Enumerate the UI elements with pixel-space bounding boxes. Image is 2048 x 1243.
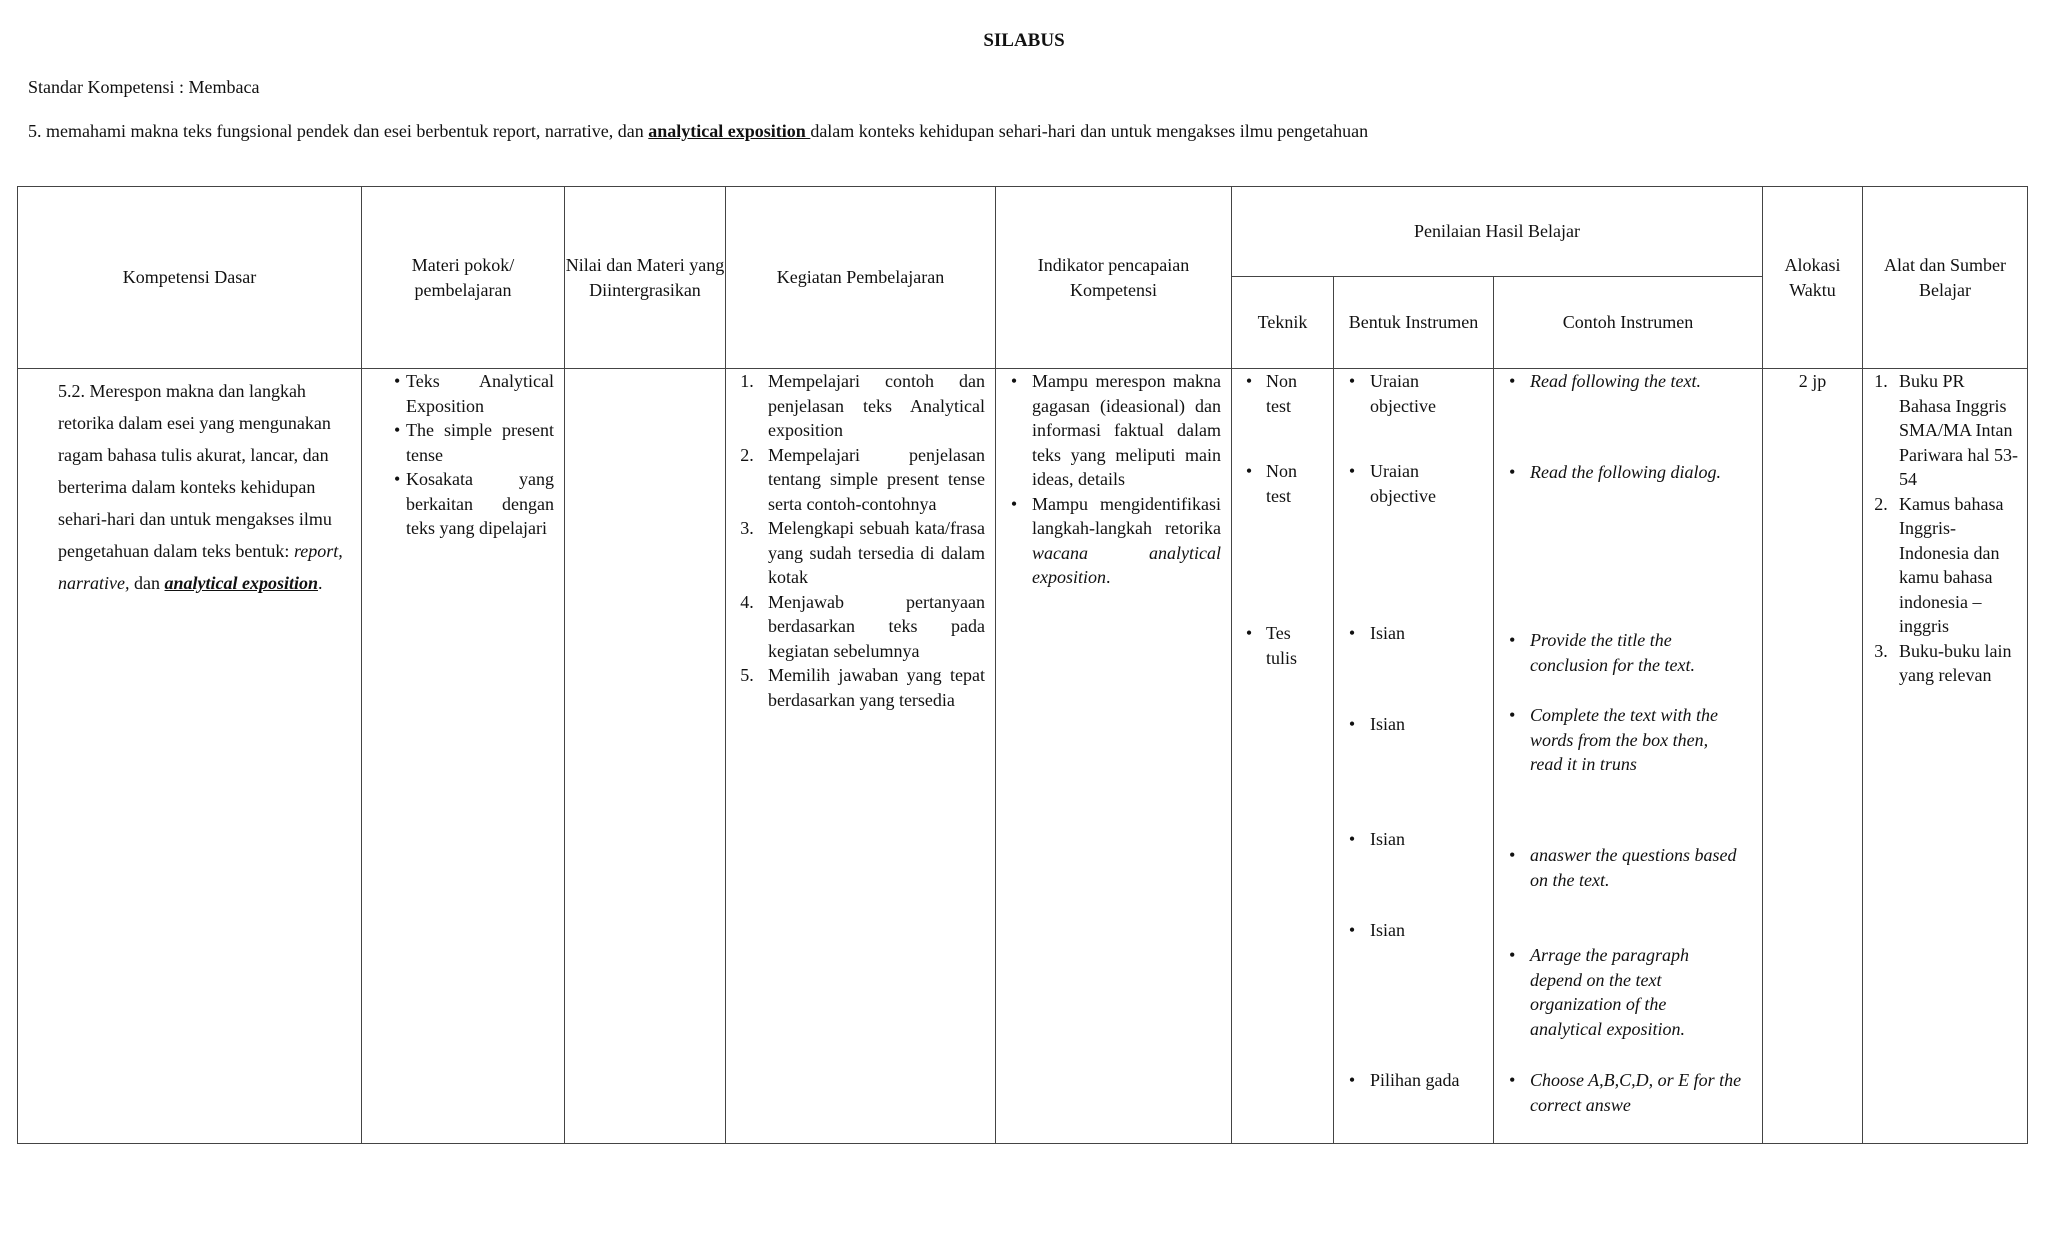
kegiatan-text: Melengkapi sebuah kata/frasa yang sudah tersedia di dalam kotak bbox=[768, 518, 985, 587]
bentuk-item: • Isian bbox=[1334, 827, 1493, 852]
contoh-text: Arrage the paragraph depend on the text organization of the analytical exposition. bbox=[1530, 945, 1689, 1039]
bentuk-text: Uraian objective bbox=[1370, 461, 1436, 506]
kegiatan-item bbox=[726, 443, 985, 517]
kegiatan-item bbox=[726, 516, 985, 590]
competency-post: dalam konteks kehidupan sehari-hari dan untuk mengakses ilmu pengetahuan bbox=[810, 121, 1369, 141]
bentuk-item: • Isian bbox=[1334, 621, 1493, 646]
kegiatan-text: Memilih jawaban yang tepat berdasarkan yang tersedia bbox=[768, 665, 985, 710]
syllabus-table bbox=[17, 186, 2028, 1144]
kegiatan-num: 2. bbox=[740, 444, 754, 465]
bentuk-item: • Uraian objective bbox=[1334, 459, 1493, 508]
indikator-item: • Mampu mengidentifikasi langkah-langkah retorika wacana analytical exposition. bbox=[996, 492, 1221, 590]
alat-text: Buku PR Bahasa Inggris SMA/MA Intan Pariwara hal 53-54 bbox=[1899, 371, 2018, 489]
alat-text: Kamus bahasa Inggris-Indonesia dan kamu bahasa indonesia – inggris bbox=[1899, 493, 2004, 636]
bentuk-text: Isian bbox=[1370, 829, 1405, 849]
col-kegiatan-header: Kegiatan Pembelajaran bbox=[726, 187, 996, 369]
alat-text: Buku-buku lain yang relevan bbox=[1899, 640, 2012, 685]
kompetensi-bold: analytical exposition bbox=[164, 573, 319, 593]
standar-kompetensi: Standar Kompetensi : Membaca bbox=[28, 77, 260, 97]
contoh-item: • Choose A,B,C,D, or E for the correct answe bbox=[1494, 1068, 1762, 1117]
competency-statement bbox=[28, 121, 1368, 142]
page-title: SILABUS bbox=[983, 30, 1065, 51]
kegiatan-text: Menjawab pertanyaan berdasarkan teks pada kegiatan sebelumnya bbox=[768, 591, 985, 661]
materi-item: • Kosakata yang berkaitan dengan teks yang dipelajari bbox=[406, 467, 554, 541]
kegiatan-item bbox=[726, 369, 985, 443]
bentuk-text: Uraian objective bbox=[1370, 371, 1436, 416]
col-alat-header: Alat dan Sumber Belajar bbox=[1863, 187, 2028, 369]
nilai-cell bbox=[565, 369, 726, 1144]
contoh-text: Complete the text with the words from the box then, read it in truns bbox=[1530, 705, 1718, 774]
indikator-2-pre: Mampu mengidentifikasi langkah-langkah retorika bbox=[1032, 493, 1221, 538]
contoh-item: • anaswer the questions based on the text. bbox=[1494, 843, 1762, 892]
bentuk-text: Isian bbox=[1370, 714, 1405, 734]
col-contoh-header: Contoh Instrumen bbox=[1494, 277, 1763, 369]
kegiatan-item bbox=[726, 590, 985, 664]
kegiatan-item bbox=[726, 663, 985, 712]
competency-bold: analytical exposition bbox=[648, 121, 811, 141]
col-alokasi-header: Alokasi Waktu bbox=[1763, 187, 1863, 369]
kegiatan-text: Mempelajari penjelasan tentang simple present tense serta contoh-contohnya bbox=[768, 444, 985, 514]
materi-item: • The simple present tense bbox=[406, 418, 554, 467]
contoh-item: • Complete the text with the words from the box then, read it in truns bbox=[1494, 703, 1762, 777]
alat-num: 2. bbox=[1874, 493, 1888, 514]
bentuk-item: • Uraian objective bbox=[1334, 369, 1493, 418]
contoh-text: Read following the text. bbox=[1530, 371, 1701, 391]
kompetensi-end: . bbox=[318, 573, 323, 593]
bentuk-item: • Pilihan gada bbox=[1334, 1068, 1493, 1093]
contoh-item: • Provide the title the conclusion for the text. bbox=[1494, 628, 1762, 677]
indikator-text: Mampu merespon makna gagasan (ideasional) dan informasi faktual dalam teks yang meliputi main ideas, details bbox=[1032, 371, 1221, 489]
contoh-text: anaswer the questions based on the text. bbox=[1530, 845, 1737, 890]
contoh-cell bbox=[1494, 369, 1763, 1144]
teknik-item: • Tes tulis bbox=[1232, 621, 1333, 670]
indikator-2-italic: wacana analytical exposition bbox=[1032, 542, 1221, 587]
contoh-text: Choose A,B,C,D, or E for the correct answe bbox=[1530, 1070, 1742, 1115]
contoh-text: Read the following dialog. bbox=[1530, 462, 1721, 482]
bentuk-item: • Isian bbox=[1334, 712, 1493, 737]
kegiatan-text: Mempelajari contoh dan penjelasan teks Analytical exposition bbox=[768, 371, 985, 440]
teknik-cell bbox=[1232, 369, 1334, 1144]
col-penilaian-header: Penilaian Hasil Belajar bbox=[1232, 187, 1763, 277]
contoh-item: • Read following the text. bbox=[1494, 369, 1762, 394]
kompetensi-dasar-cell bbox=[18, 369, 362, 1144]
bentuk-text: Isian bbox=[1370, 623, 1405, 643]
kegiatan-num: 4. bbox=[740, 591, 754, 612]
teknik-item: • Non test bbox=[1232, 459, 1333, 508]
alat-cell bbox=[1863, 369, 2028, 1144]
indikator-item: • Mampu merespon makna gagasan (ideasional) dan informasi faktual dalam teks yang meliputi main ideas, details bbox=[996, 369, 1221, 492]
alokasi-cell: 2 jp bbox=[1763, 369, 1863, 1144]
kegiatan-num: 5. bbox=[740, 665, 754, 685]
teknik-text: Non test bbox=[1266, 461, 1297, 506]
alat-num: 1. bbox=[1874, 371, 1888, 391]
kegiatan-num: 3. bbox=[740, 518, 754, 538]
contoh-item: • Arrage the paragraph depend on the text organization of the analytical exposition. bbox=[1494, 943, 1762, 1041]
materi-cell bbox=[362, 369, 565, 1144]
kompetensi-text: 5.2. Merespon makna dan langkah retorika dalam esei yang mengunakan ragam bahasa tulis akurat, lancar, dan berterima dalam konteks kehidupan sehari-hari dan untuk mengakses ilmu pengetahuan dalam teks bentuk: bbox=[58, 381, 332, 561]
indikator-2-end: . bbox=[1106, 567, 1111, 587]
col-nilai-header: Nilai dan Materi yang Diintergrasikan bbox=[565, 187, 726, 369]
indikator-text bbox=[1032, 492, 1221, 590]
teknik-item: • Non test bbox=[1232, 369, 1333, 418]
competency-pre: 5. memahami makna teks fungsional pendek dan esei berbentuk report, narrative, dan bbox=[28, 121, 649, 141]
kompetensi-italic: report, narrative, bbox=[58, 541, 343, 593]
alat-num: 3. bbox=[1874, 640, 1888, 661]
indikator-cell bbox=[996, 369, 1232, 1144]
col-materi-header: Materi pokok/ pembelajaran bbox=[362, 187, 565, 369]
contoh-item: • Read the following dialog. bbox=[1494, 460, 1762, 485]
col-kompetensi-header: Kompetensi Dasar bbox=[18, 187, 362, 369]
kegiatan-num: 1. bbox=[740, 371, 754, 391]
col-bentuk-header: Bentuk Instrumen bbox=[1334, 277, 1494, 369]
bentuk-text: Pilihan gada bbox=[1370, 1070, 1460, 1090]
col-teknik-header: Teknik bbox=[1232, 277, 1334, 369]
contoh-text: Provide the title the conclusion for the text. bbox=[1530, 630, 1695, 675]
materi-item: • Teks Analytical Exposition bbox=[406, 369, 554, 418]
kompetensi-and: dan bbox=[129, 573, 165, 593]
bentuk-cell bbox=[1334, 369, 1494, 1144]
col-indikator-header: Indikator pencapaian Kompetensi bbox=[996, 187, 1232, 369]
alat-item bbox=[1863, 492, 2019, 639]
teknik-text: Non test bbox=[1266, 371, 1297, 416]
alat-item bbox=[1863, 639, 2019, 688]
teknik-text: Tes tulis bbox=[1266, 623, 1298, 668]
kegiatan-cell bbox=[726, 369, 996, 1144]
bentuk-text: Isian bbox=[1370, 920, 1405, 940]
bentuk-item: • Isian bbox=[1334, 918, 1493, 943]
alat-item bbox=[1863, 369, 2019, 492]
